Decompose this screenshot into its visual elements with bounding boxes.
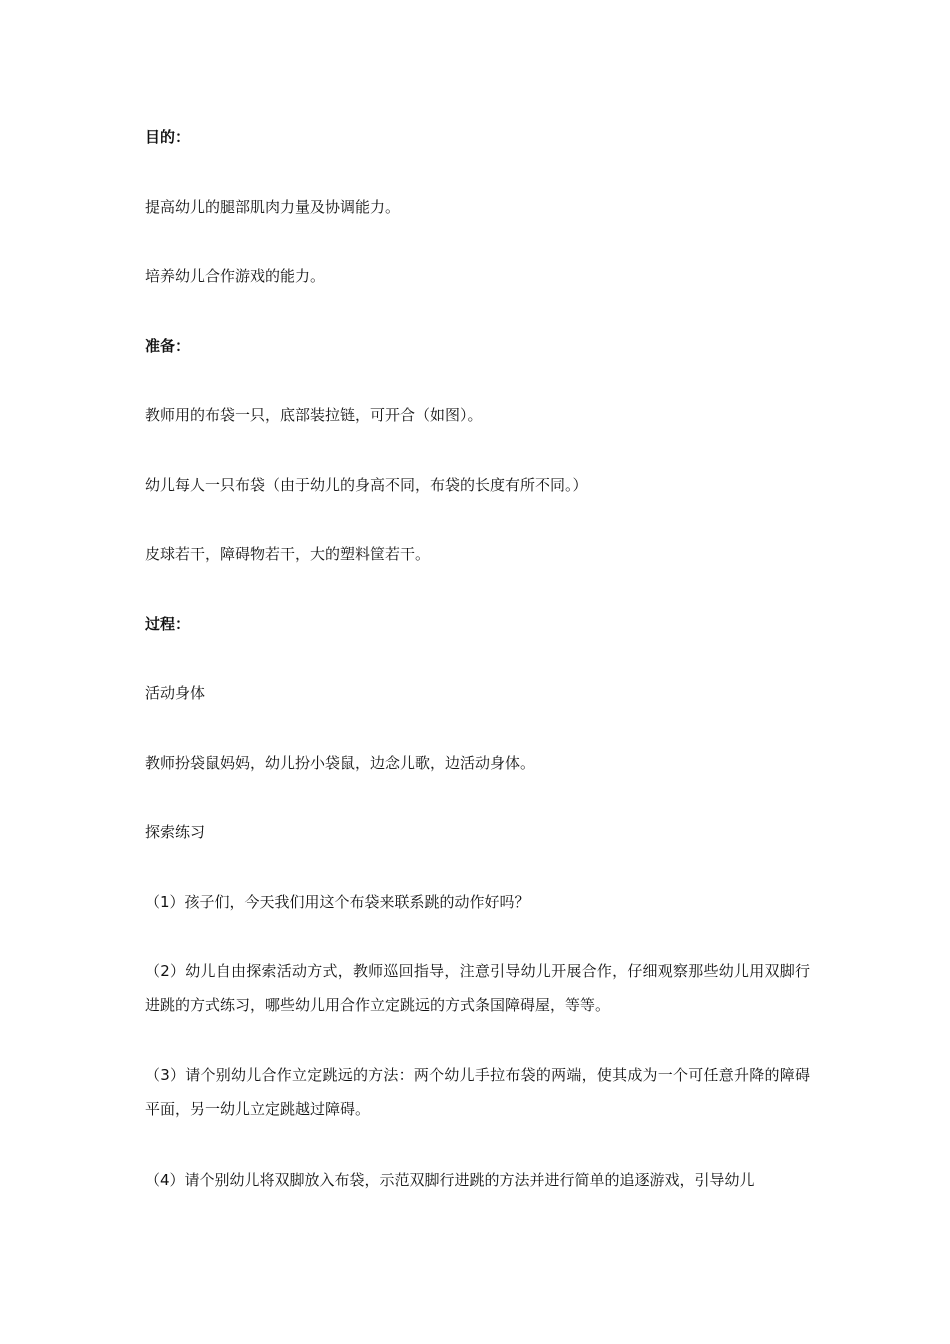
purpose-heading: 目的：	[145, 128, 191, 146]
process-heading: 过程：	[145, 615, 191, 633]
purpose-item-2: 培养幼儿合作游戏的能力。	[145, 267, 326, 285]
prep-item-1: 教师用的布袋一只，底部装拉链，可开合（如图）。	[145, 406, 483, 424]
prep-heading: 准备：	[145, 337, 191, 355]
warmup-title: 活动身体	[145, 684, 206, 702]
prep-item-2: 幼儿每人一只布袋（由于幼儿的身高不同，布袋的长度有所不同。）	[145, 476, 588, 494]
purpose-item-1: 提高幼儿的腿部肌肉力量及协调能力。	[145, 198, 401, 216]
warmup-text: 教师扮袋鼠妈妈，幼儿扮小袋鼠，边念儿歌，边活动身体。	[145, 754, 536, 772]
explore-title: 探索练习	[145, 823, 206, 841]
step-3: （3）请个别幼儿合作立定跳远的方法：两个幼儿手拉布袋的两端，使其成为一个可任意升降的障碍平面，另一幼儿立定跳越过障碍。	[145, 1066, 810, 1118]
step-4: （4）请个别幼儿将双脚放入布袋，示范双脚行进跳的方法并进行简单的追逐游戏，引导幼儿	[145, 1171, 755, 1189]
step-1: （1）孩子们，今天我们用这个布袋来联系跳的动作好吗？	[145, 893, 530, 911]
prep-item-3: 皮球若干，障碍物若干，大的塑料筐若干。	[145, 545, 431, 563]
step-2: （2）幼儿自由探索活动方式，教师巡回指导，注意引导幼儿开展合作，仔细观察那些幼儿用双脚行进跳的方式练习，哪些幼儿用合作立定跳远的方式条国障碍屋，等等。	[145, 962, 810, 1014]
